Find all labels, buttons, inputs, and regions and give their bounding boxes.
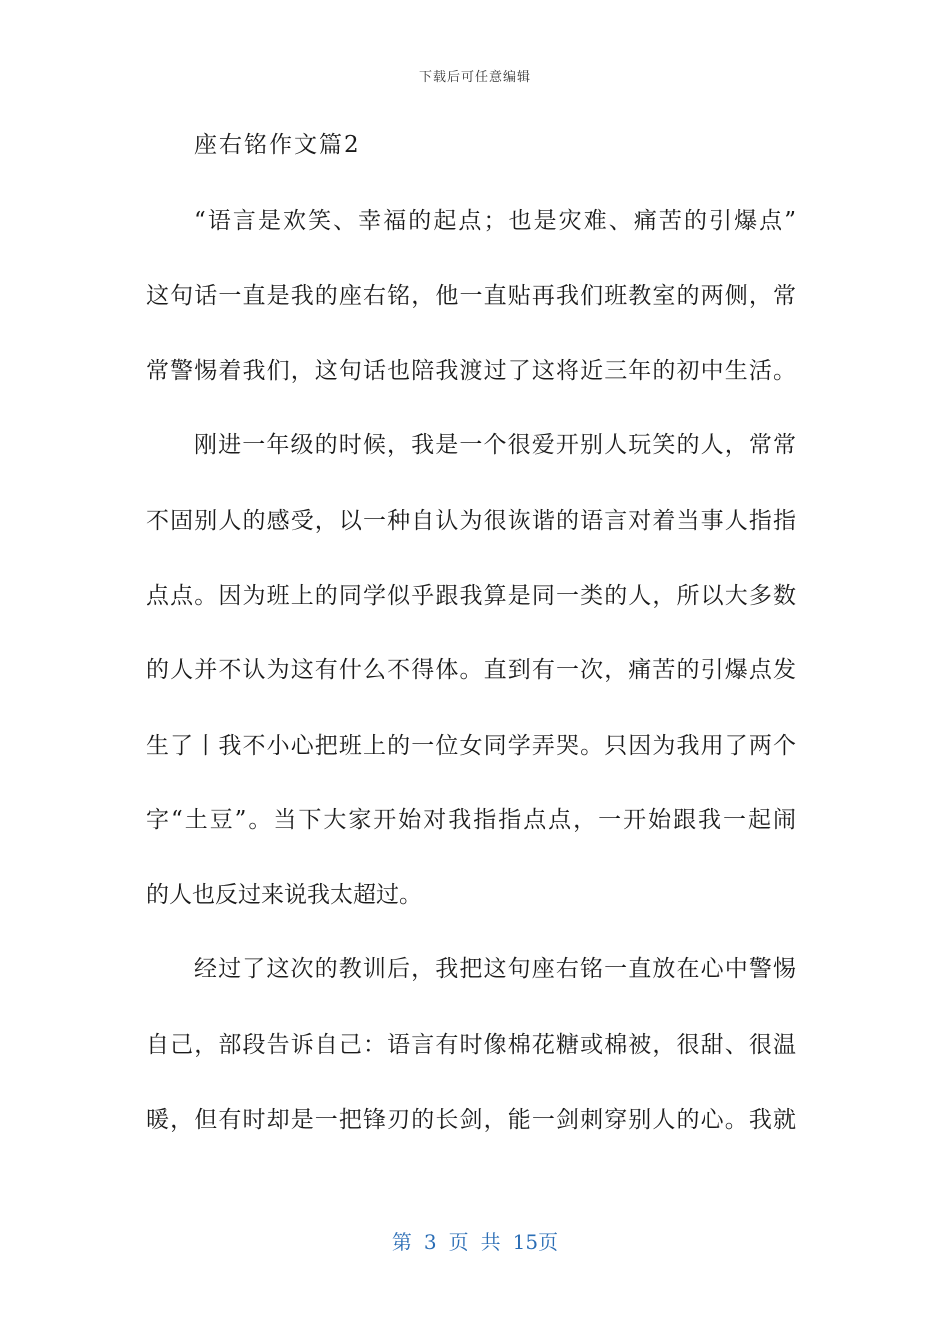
paragraph-line: 这句话一直是我的座右铭，他一直贴再我们班教室的两侧，常 bbox=[146, 283, 796, 309]
paragraph-line: 不固别人的感受，以一种自认为很诙谐的语言对着当事人指指 bbox=[146, 508, 796, 534]
paragraph-line: 经过了这次的教训后，我把这句座右铭一直放在心中警惕 bbox=[194, 956, 796, 982]
paragraph-line: 暖，但有时却是一把锋刃的长剑，能一剑刺穿别人的心。我就 bbox=[146, 1107, 796, 1133]
total-pages: 15页 bbox=[512, 1230, 559, 1254]
page-unit: 页 bbox=[448, 1230, 469, 1254]
paragraph-line: 刚进一年级的时候，我是一个很爱开别人玩笑的人，常常 bbox=[194, 432, 796, 458]
page-number: 3 bbox=[423, 1230, 437, 1254]
page-footer bbox=[0, 1226, 950, 1255]
paragraph-line: 的人也反过来说我太超过。 bbox=[146, 882, 422, 908]
paragraph-line: “语言是欢笑、幸福的起点；也是灾难、痛苦的引爆点” bbox=[194, 208, 796, 234]
paragraph-line: 常警惕着我们，这句话也陪我渡过了这将近三年的初中生活。 bbox=[146, 358, 796, 384]
paragraph-line: 字“土豆”。当下大家开始对我指指点点，一开始跟我一起闹 bbox=[146, 807, 796, 833]
total-label: 共 bbox=[480, 1230, 501, 1254]
paragraph-line: 点点。因为班上的同学似乎跟我算是同一类的人，所以大多数 bbox=[146, 583, 796, 609]
page-label: 第 bbox=[391, 1230, 412, 1254]
essay-title: 座右铭作文篇2 bbox=[194, 132, 361, 158]
paragraph-line: 的人并不认为这有什么不得体。直到有一次，痛苦的引爆点发 bbox=[146, 657, 796, 683]
paragraph-line: 自己，部段告诉自己：语言有时像棉花糖或棉被，很甜、很温 bbox=[146, 1032, 796, 1058]
paragraph-line: 生了丨我不小心把班上的一位女同学弄哭。只因为我用了两个 bbox=[146, 733, 796, 759]
page-header: 下载后可任意编辑 bbox=[418, 70, 531, 85]
